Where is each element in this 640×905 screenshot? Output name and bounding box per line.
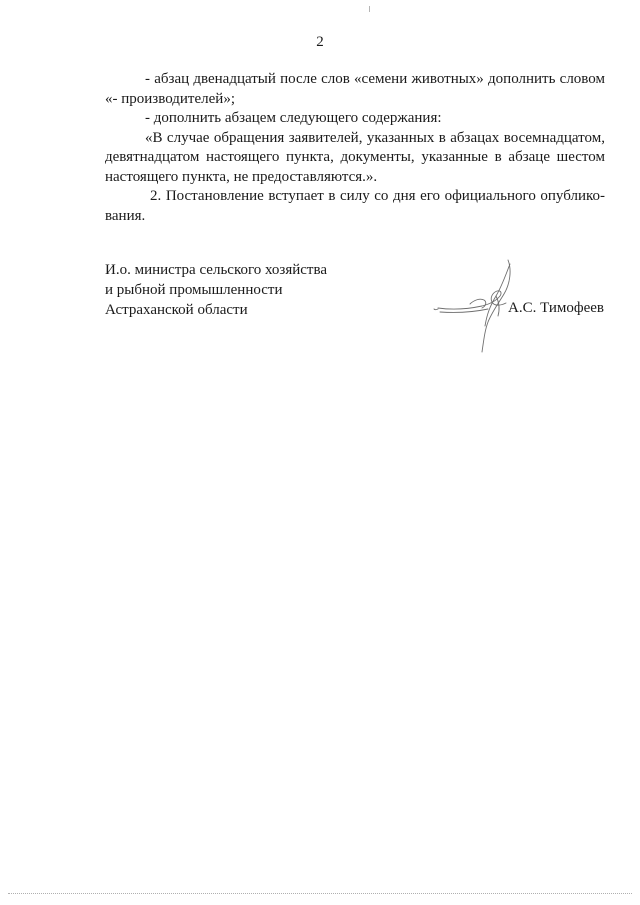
position-line-1: И.о. министра сельского хозяйства (105, 262, 328, 278)
paragraph-quoted-text: «В случае обращения заявителей, указанных в абзацах восемнадцатом, девятнадцатом настоящего пункта, документы, указанные в абзаце шестом настоящего пункта, не предоставляются.». (105, 129, 605, 185)
scan-mark (369, 6, 370, 12)
scan-bottom-edge (8, 893, 632, 894)
document-body (105, 70, 605, 226)
paragraph-effective-date: 2. Постановление вступает в силу со дня его официального опублико-вания. (105, 188, 605, 224)
position-line-3: Астраханской области (105, 302, 248, 318)
signatory-position (105, 260, 327, 320)
paragraph-amendment-1: - абзац двенадцатый после слов «семени животных» дополнить словом «- производителей»; (105, 71, 605, 107)
page-number: 2 (316, 34, 324, 50)
paragraph-amendment-2: - дополнить абзацем следующего содержания: (145, 110, 442, 126)
position-line-2: и рыбной промышленности (105, 282, 283, 298)
signatory-name: А.С. Тимофеев (508, 300, 605, 316)
